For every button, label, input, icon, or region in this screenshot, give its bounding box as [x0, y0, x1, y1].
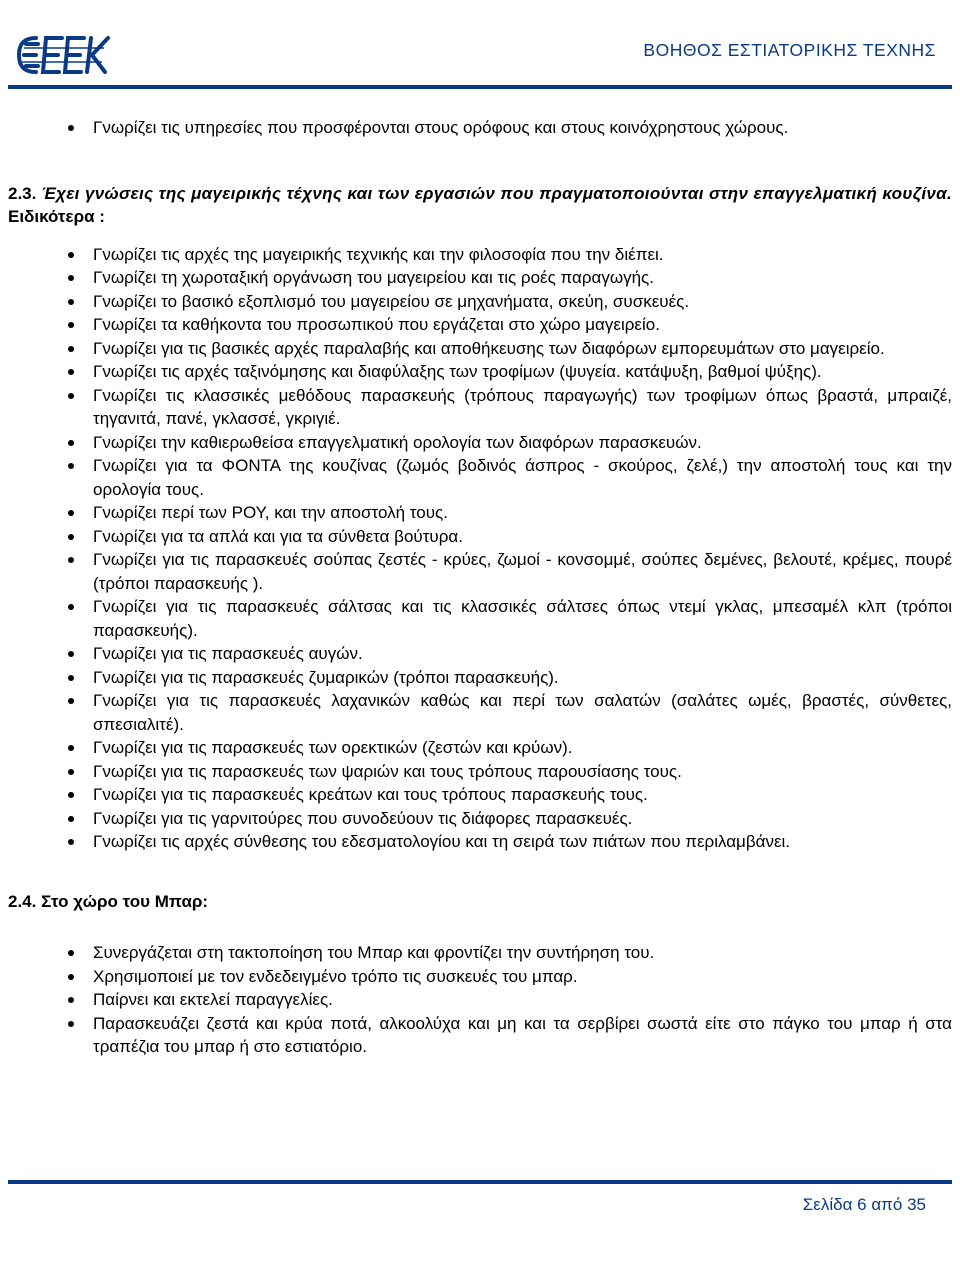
list-item: Γνωρίζει τα καθήκοντα του προσωπικού που εργάζεται στο χώρο μαγειρείο.	[58, 313, 952, 337]
page-content	[8, 116, 952, 1059]
list-item: Γνωρίζει τις αρχές σύνθεσης του εδεσματολογίου και τη σειρά των πιάτων που περιλαμβάνει.	[58, 830, 952, 854]
list-item: Συνεργάζεται στη τακτοποίηση του Μπαρ και φροντίζει την συντήρηση του.	[58, 941, 952, 965]
intro-list	[58, 116, 952, 140]
list-item: Παρασκευάζει ζεστά και κρύα ποτά, αλκοολύχα και μη και τα σερβίρει σωστά είτε στο πάγκο του μπαρ ή στα τραπέζια του μπαρ ή στο εστιατόριο.	[58, 1012, 952, 1059]
list-item: Γνωρίζει για τις παρασκευές σάλτσας και τις κλασσικές σάλτσες όπως ντεμί γκλας, μπεσαμέλ κλπ (τρόποι παρασκευής).	[58, 595, 952, 642]
list-item: Γνωρίζει για τις παρασκευές κρεάτων και τους τρόπους παρασκευής τους.	[58, 783, 952, 807]
list-item: Γνωρίζει τις κλασσικές μεθόδους παρασκευής (τρόπους παραγωγής) των τροφίμων όπως βραστά, μπραιζέ, τηγανιτά, πανέ, γκλασσέ, γκριγιέ.	[58, 384, 952, 431]
list-item: Γνωρίζει τις αρχές της μαγειρικής τεχνικής και την φιλοσοφία που την διέπει.	[58, 243, 952, 267]
list-item: Γνωρίζει για τα απλά και για τα σύνθετα βούτυρα.	[58, 525, 952, 549]
list-item: Γνωρίζει για τα ΦΟΝΤΑ της κουζίνας (ζωμός βοδινός άσπρος - σκούρος, ζελέ,) την αποστολή τους και την ορολογία τους.	[58, 454, 952, 501]
list-item: Γνωρίζει για τις παρασκευές σούπας ζεστές - κρύες, ζωμοί - κονσομμέ, σούπες δεμένες, βελουτέ, κρέμες, πουρέ (τρόποι παρασκευής ).	[58, 548, 952, 595]
list-item: Γνωρίζει για τις παρασκευές λαχανικών καθώς και περί των σαλατών (σαλάτες ωμές, βραστές, σύνθετες, σπεσιαλιτέ).	[58, 689, 952, 736]
list-item: Γνωρίζει τις αρχές ταξινόμησης και διαφύλαξης των τροφίμων (ψυγεία. κατάψυξη, βαθμοί ψύξης).	[58, 360, 952, 384]
list-item: Χρησιμοποιεί με τον ενδεδειγμένο τρόπο τις συσκευές του μπαρ.	[58, 965, 952, 989]
list-item: Παίρνει και εκτελεί παραγγελίες.	[58, 988, 952, 1012]
list-item: Γνωρίζει την καθιερωθείσα επαγγελματική ορολογία των διαφόρων παρασκευών.	[58, 431, 952, 455]
page-number: Σελίδα 6 από 35	[802, 1195, 926, 1214]
page-header	[0, 0, 960, 96]
ceek-logo	[16, 30, 112, 80]
section-title: Έχει γνώσεις της μαγειρικής τέχνης και των εργασιών που πραγματοποιούνται στην επαγγελματική κουζίνα.	[41, 183, 952, 203]
list-item: Γνωρίζει για τις παρασκευές αυγών.	[58, 642, 952, 666]
header-divider	[8, 85, 952, 89]
section-number: 2.3.	[8, 183, 37, 203]
list-item: Γνωρίζει το βασικό εξοπλισμό του μαγειρείου σε μηχανήματα, σκεύη, συσκευές.	[58, 290, 952, 314]
document-title: ΒΟΗΘΟΣ ΕΣΤΙΑΤΟΡΙΚΗΣ ΤΕΧΝΗΣ	[643, 40, 936, 60]
section-2-4-list	[58, 941, 952, 1059]
section-title-tail: Ειδικότερα :	[8, 207, 105, 226]
section-heading-2-4	[8, 890, 952, 914]
list-item: Γνωρίζει για τις παρασκευές των ψαριών και τους τρόπους παρουσίασης τους.	[58, 760, 952, 784]
section-heading-2-3	[8, 182, 952, 229]
footer-divider	[8, 1180, 952, 1184]
section-2-3-list	[58, 243, 952, 854]
list-item: Γνωρίζει περί των ΡΟΥ, και την αποστολή τους.	[58, 501, 952, 525]
list-item: Γνωρίζει για τις παρασκευές των ορεκτικών (ζεστών και κρύων).	[58, 736, 952, 760]
list-item: Γνωρίζει τις υπηρεσίες που προσφέρονται στους ορόφους και στους κοινόχρηστους χώρους.	[58, 116, 952, 140]
list-item: Γνωρίζει για τις γαρνιτούρες που συνοδεύουν τις διάφορες παρασκευές.	[58, 807, 952, 831]
list-item: Γνωρίζει τη χωροταξική οργάνωση του μαγειρείου και τις ροές παραγωγής.	[58, 266, 952, 290]
list-item: Γνωρίζει για τις βασικές αρχές παραλαβής και αποθήκευσης των διαφόρων εμπορευμάτων στο μαγειρείο.	[58, 337, 952, 361]
list-item: Γνωρίζει για τις παρασκευές ζυμαρικών (τρόποι παρασκευής).	[58, 666, 952, 690]
section-title: Στο χώρο του Μπαρ:	[41, 891, 209, 911]
section-number: 2.4.	[8, 891, 37, 911]
